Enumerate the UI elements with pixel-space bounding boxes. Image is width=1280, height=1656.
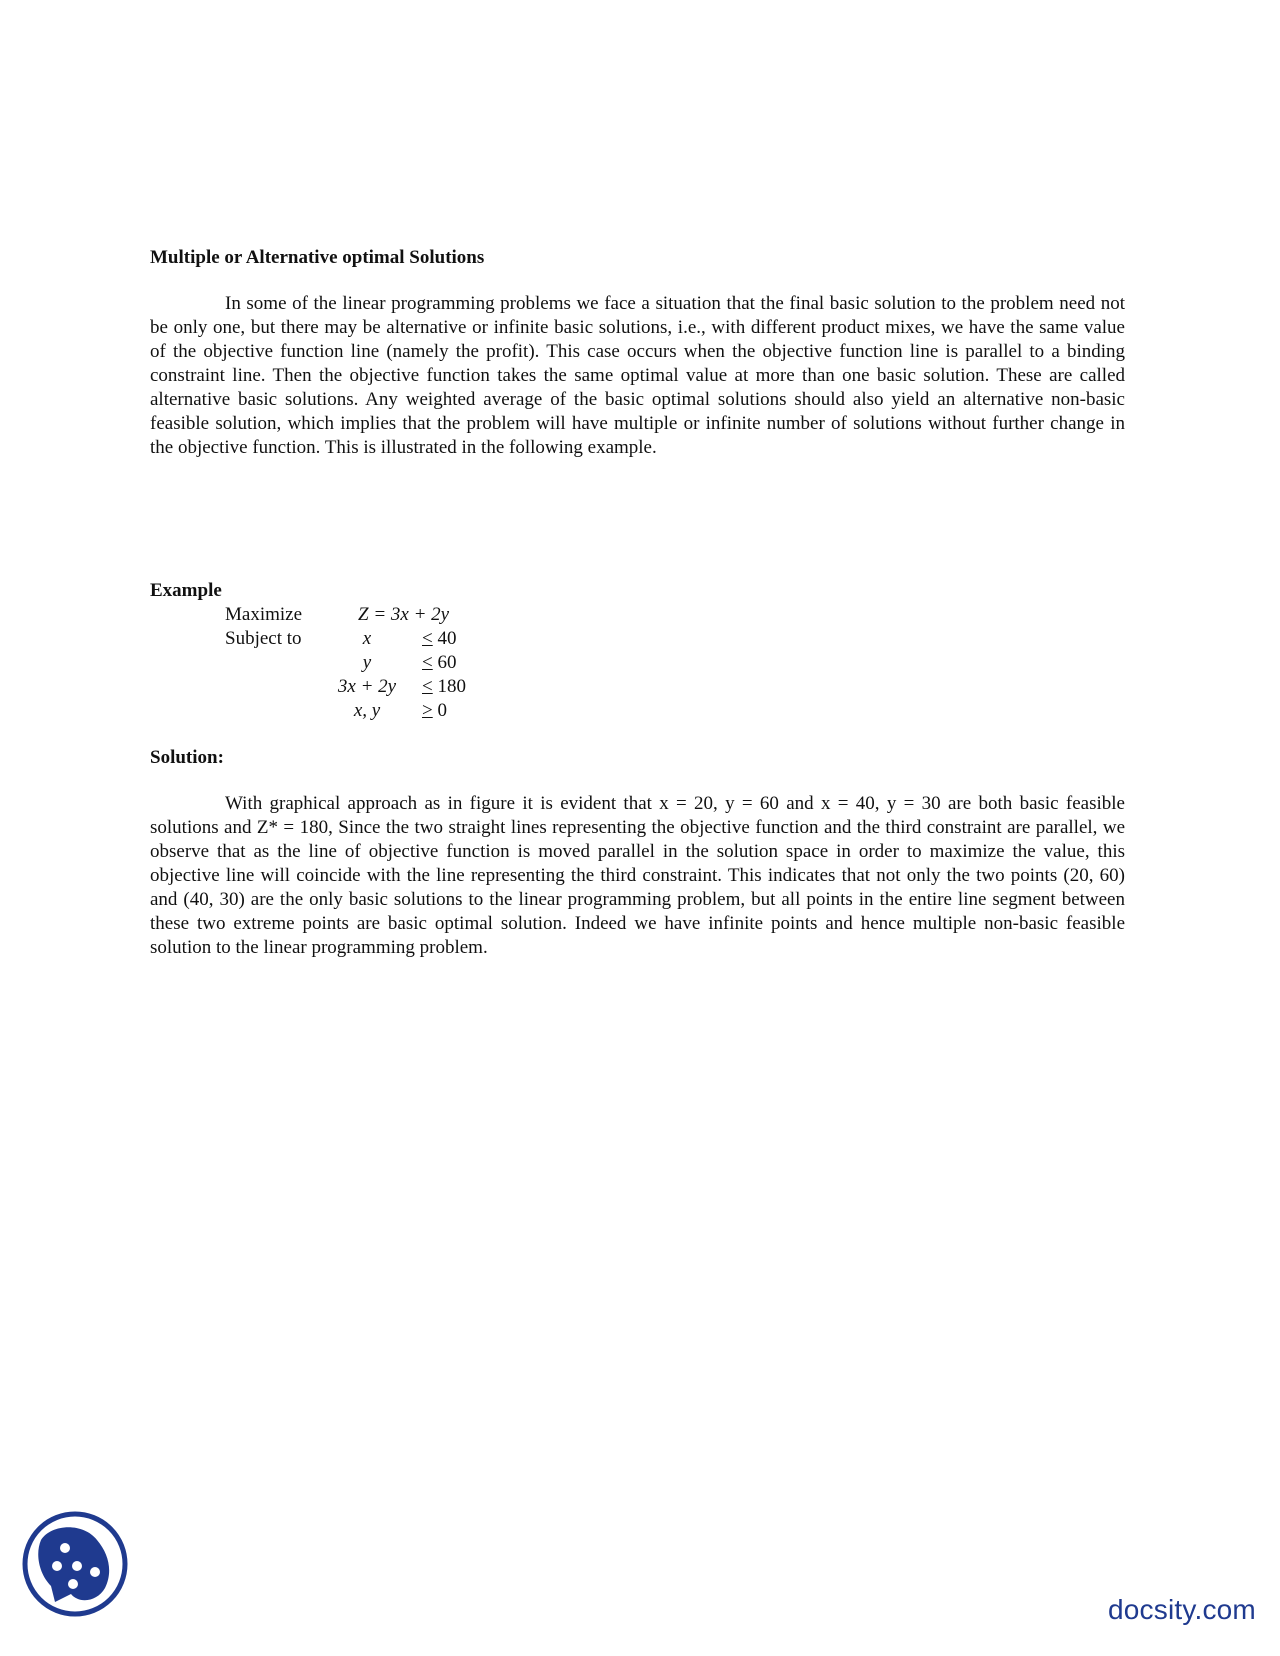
constraint-lhs: 3x + 2y <box>337 676 397 697</box>
example-heading: Example <box>150 580 222 601</box>
lp-model <box>150 603 1125 723</box>
section-title: Multiple or Alternative optimal Solutions <box>150 247 485 268</box>
solution-paragraph: With graphical approach as in figure it is evident that x = 20, y = 60 and x = 40, y = 30 are both basic feasible solutions and Z* = 180, Since the two straight lines representing the objective function and the third constraint are parallel, we observe that as the line of objective function is moved parallel in the solution space in order to maximize the value, this objective line will coincide with the line representing the third constraint. This indicates that not only the two points (20, 60) and (40, 30) are the only basic solutions to the linear programming problem, but all points in the entire line segment between these two extreme points are basic optimal solution. Indeed we have infinite points and hence multiple non-basic feasible solution to the linear programming problem. <box>150 793 1125 958</box>
docsity-logo-icon[interactable] <box>21 1510 129 1618</box>
constraint-rhs: < 40 <box>422 628 457 649</box>
page-content <box>150 246 1125 960</box>
constraint-rhs: < 180 <box>422 676 466 697</box>
constraint-rhs: < 60 <box>422 652 457 673</box>
constraint-lhs: x, y <box>353 700 381 721</box>
constraint-lhs: x <box>362 628 372 649</box>
maximize-label: Maximize <box>225 604 303 625</box>
constraint-lhs: y <box>362 652 372 673</box>
subject-to-label: Subject to <box>225 628 302 649</box>
constraint-rhs: > 0 <box>422 700 447 721</box>
objective-function: Z = 3x + 2y <box>358 604 450 625</box>
intro-paragraph: In some of the linear programming problems we face a situation that the final basic solution to the problem need not be only one, but there may be alternative or infinite basic solutions, i.e., with different product mixes, we have the same value of the objective function line (namely the profit). This case occurs when the objective function line is parallel to a binding constraint line. Then the objective function takes the same optimal value at more than one basic solution. These are called alternative basic solutions. Any weighted average of the basic optimal solutions should also yield an alternative non-basic feasible solution, which implies that the problem will have multiple or infinite number of solutions without further change in the objective function. This is illustrated in the following example. <box>150 293 1125 458</box>
solution-heading: Solution: <box>150 747 224 768</box>
docsity-brand-link[interactable]: docsity.com <box>1108 1594 1256 1625</box>
